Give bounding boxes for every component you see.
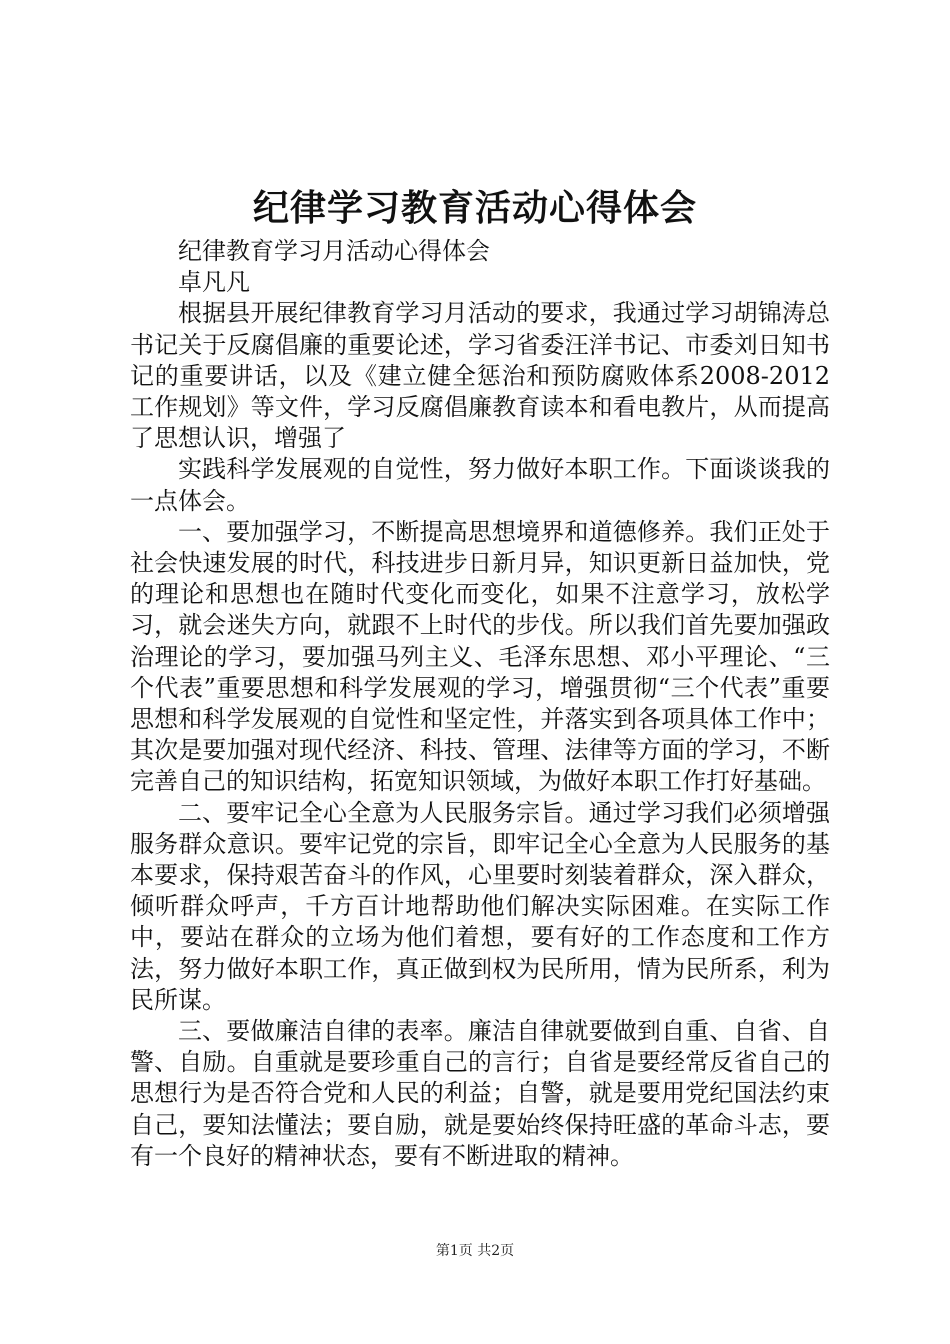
body-paragraph: 二、要牢记全心全意为人民服务宗旨。通过学习我们必须增强服务群众意识。要牢记党的宗旨，即牢记全心全意为人民服务的基本要求，保持艰苦奋斗的作风，心里要时刻装着群众，深入群众，倾听群众呼声，千方百计地帮助他们解决实际困难。在实际工作中，要站在群众的立场为他们着想，要有好的工作态度和工作方法，努力做好本职工作，真正做到权为民所用，情为民所系，利为民所谋。 bbox=[130, 798, 830, 1014]
document-title: 纪律学习教育活动心得体会 bbox=[252, 187, 697, 229]
body-paragraph: 实践科学发展观的自觉性，努力做好本职工作。下面谈谈我的一点体会。 bbox=[130, 455, 830, 515]
body-paragraph: 根据县开展纪律教育学习月活动的要求，我通过学习胡锦涛总书记关于反腐倡廉的重要论述，学习省委汪洋书记、市委刘日知书记的重要讲话，以及《建立健全惩治和预防腐败体系2008-2012工作规划》等文件，学习反腐倡廉教育读本和看电教片，从而提高了思想认识，增强了 bbox=[130, 299, 830, 453]
body-paragraph: 三、要做廉洁自律的表率。廉洁自律就要做到自重、自省、自警、自励。自重就是要珍重自己的言行；自省是要经常反省自己的思想行为是否符合党和人民的利益；自警，就是要用党纪国法约束自己，要知法懂法；要自励，就是要始终保持旺盛的革命斗志，要有一个良好的精神状态，要有不断进取的精神。 bbox=[130, 1017, 830, 1170]
subtitle-paragraph: 纪律教育学习月活动心得体会 bbox=[178, 237, 490, 265]
page-number-footer: 第1页 共2页 bbox=[435, 1243, 515, 1259]
body-paragraph: 一、要加强学习，不断提高思想境界和道德修养。我们正处于社会快速发展的时代，科技进步日新月异，知识更新日益加快，党的理论和思想也在随时代变化而变化，如果不注意学习，放松学习，就会迷失方向，就跟不上时代的步伐。所以我们首先要加强政治理论的学习，要加强马列主义、毛泽东思想、邓小平理论、“三个代表”重要思想和科学发展观的学习，增强贯彻“三个代表”重要思想和科学发展观的自觉性和坚定性，并落实到各项具体工作中；其次是要加强对现代经济、科技、管理、法律等方面的学习，不断完善自己的知识结构，拓宽知识领域，为做好本职工作打好基础。 bbox=[130, 517, 830, 796]
author-paragraph: 卓凡凡 bbox=[178, 268, 250, 297]
document-body bbox=[130, 236, 830, 1172]
